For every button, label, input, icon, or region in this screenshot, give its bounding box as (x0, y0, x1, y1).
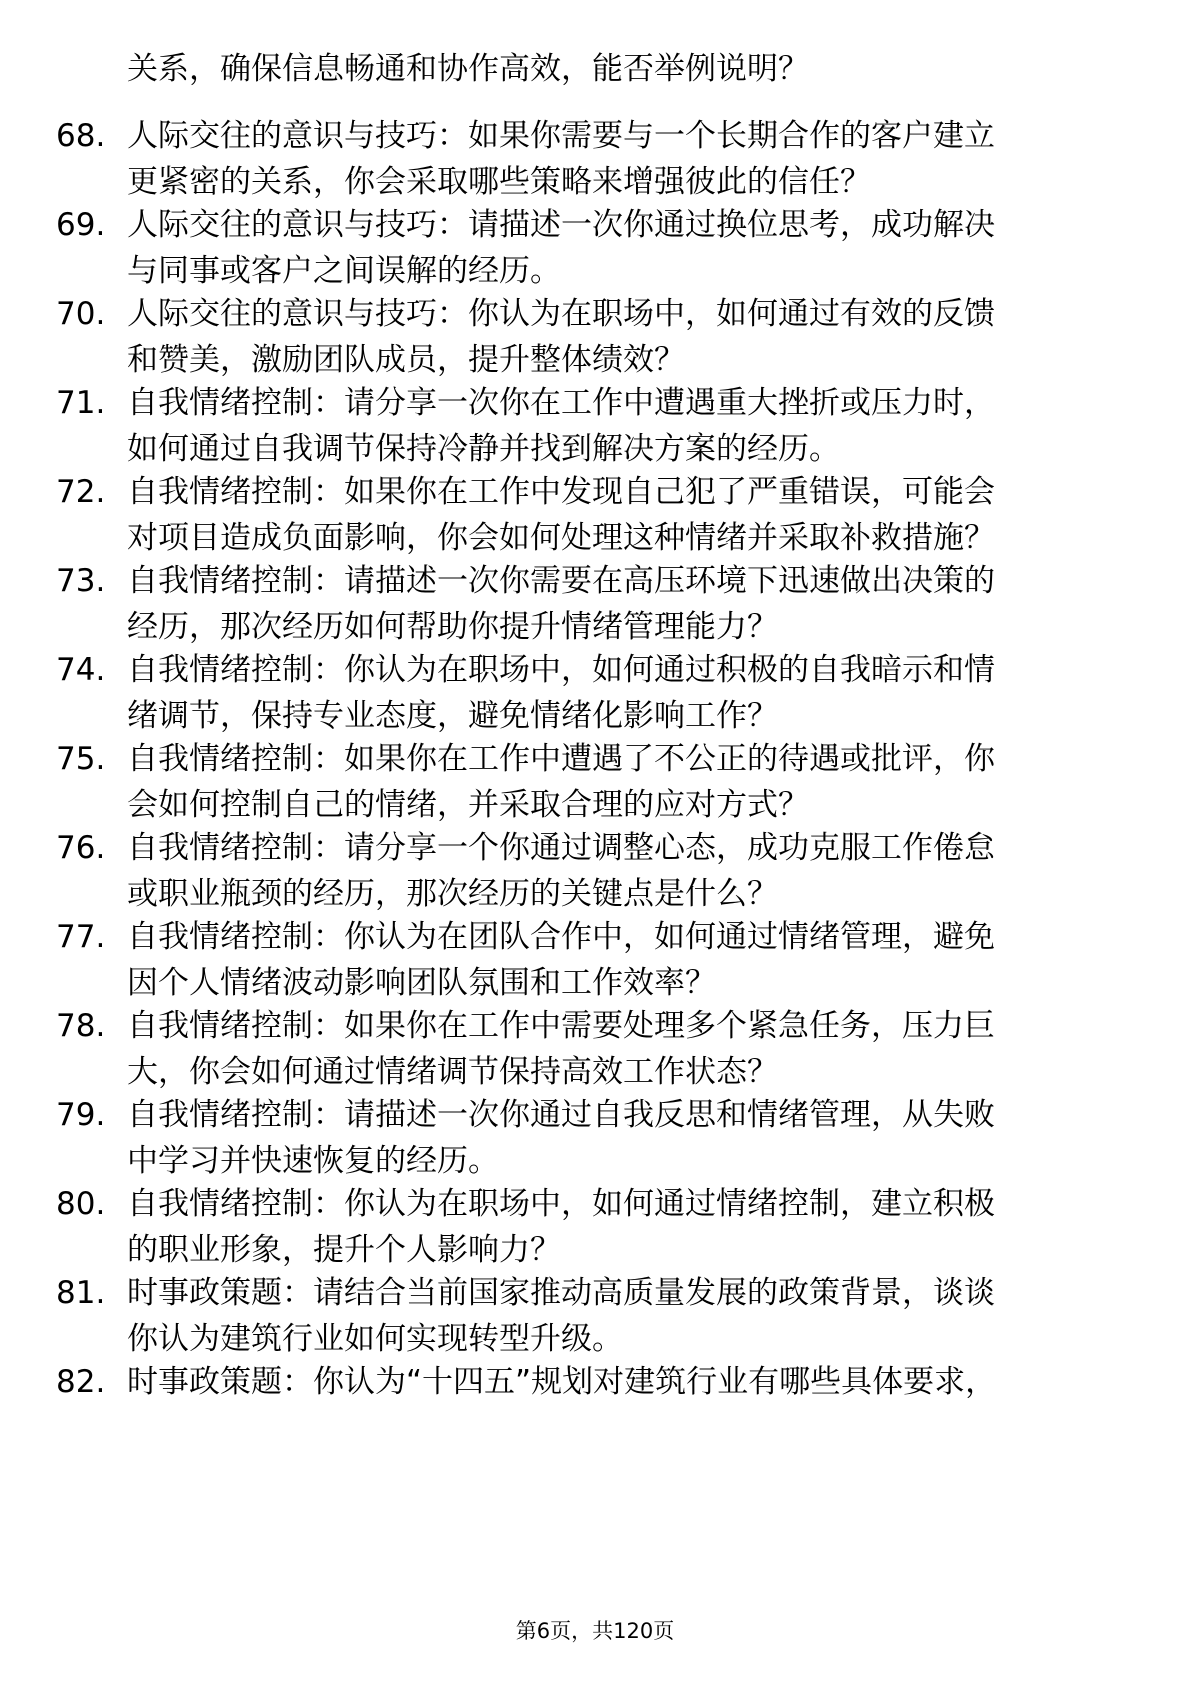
question-text-line: 人际交往的意识与技巧：如果你需要与一个长期合作的客户建立 (127, 118, 995, 154)
question-text-line: 自我情绪控制：如果你在工作中需要处理多个紧急任务，压力巨 (127, 1008, 995, 1044)
question-text-line: 自我情绪控制：请描述一次你通过自我反思和情绪管理，从失败 (127, 1097, 995, 1133)
question-text-line: 如何通过自我调节保持冷静并找到解决方案的经历。 (127, 431, 840, 467)
question-text-line: 你认为建筑行业如何实现转型升级。 (127, 1321, 623, 1357)
question-text-line: 人际交往的意识与技巧：请描述一次你通过换位思考，成功解决 (127, 207, 995, 243)
question-text-line: 自我情绪控制：如果你在工作中遭遇了不公正的待遇或批评，你 (127, 741, 995, 777)
question-text-line: 自我情绪控制：请分享一个你通过调整心态，成功克服工作倦怠 (127, 830, 995, 866)
question-text-line: 绪调节，保持专业态度，避免情绪化影响工作？ (127, 698, 778, 734)
question-number: 76. (56, 830, 106, 866)
question-number: 73. (56, 563, 106, 599)
question-text-line: 和赞美，激励团队成员，提升整体绩效？ (127, 342, 685, 378)
question-number: 79. (56, 1097, 106, 1133)
question-text-line: 的职业形象，提升个人影响力？ (127, 1232, 561, 1268)
question-number: 74. (56, 652, 106, 688)
question-number: 82. (56, 1364, 106, 1400)
question-text-line: 会如何控制自己的情绪，并采取合理的应对方式？ (127, 787, 809, 823)
question-text-line: 更紧密的关系，你会采取哪些策略来增强彼此的信任？ (127, 164, 871, 200)
question-text-line: 自我情绪控制：你认为在职场中，如何通过积极的自我暗示和情 (127, 652, 995, 688)
question-text-line: 因个人情绪波动影响团队氛围和工作效率？ (127, 965, 716, 1001)
question-number: 71. (56, 385, 106, 421)
question-text-line: 对项目造成负面影响，你会如何处理这种情绪并采取补救措施？ (127, 520, 995, 556)
question-text-line: 自我情绪控制：你认为在职场中，如何通过情绪控制，建立积极 (127, 1186, 995, 1222)
question-text-line: 经历，那次经历如何帮助你提升情绪管理能力？ (127, 609, 778, 645)
question-text-line: 自我情绪控制：你认为在团队合作中，如何通过情绪管理，避免 (127, 919, 995, 955)
question-number: 70. (56, 296, 106, 332)
continuation-text: 关系，确保信息畅通和协作高效，能否举例说明？ (127, 51, 809, 87)
question-text-line: 中学习并快速恢复的经历。 (127, 1143, 499, 1179)
question-text-line: 自我情绪控制：请描述一次你需要在高压环境下迅速做出决策的 (127, 563, 995, 599)
question-text-line: 自我情绪控制：请分享一次你在工作中遭遇重大挫折或压力时， (127, 385, 995, 421)
question-number: 81. (56, 1275, 106, 1311)
page-footer: 第6页，共120页 (515, 1619, 675, 1643)
question-text-line: 与同事或客户之间误解的经历。 (127, 253, 561, 289)
question-text-line: 时事政策题：请结合当前国家推动高质量发展的政策背景，谈谈 (127, 1275, 995, 1311)
question-number: 80. (56, 1186, 106, 1222)
question-text-line: 大，你会如何通过情绪调节保持高效工作状态？ (127, 1054, 778, 1090)
question-number: 72. (56, 474, 106, 510)
question-text-line: 时事政策题：你认为“十四五”规划对建筑行业有哪些具体要求， (127, 1364, 997, 1400)
question-text-line: 或职业瓶颈的经历，那次经历的关键点是什么？ (127, 876, 778, 912)
question-number: 78. (56, 1008, 106, 1044)
question-text-line: 人际交往的意识与技巧：你认为在职场中，如何通过有效的反馈 (127, 296, 995, 332)
question-number: 77. (56, 919, 106, 955)
question-number: 68. (56, 118, 106, 154)
question-text-line: 自我情绪控制：如果你在工作中发现自己犯了严重错误，可能会 (127, 474, 995, 510)
question-number: 75. (56, 741, 106, 777)
question-number: 69. (56, 207, 106, 243)
